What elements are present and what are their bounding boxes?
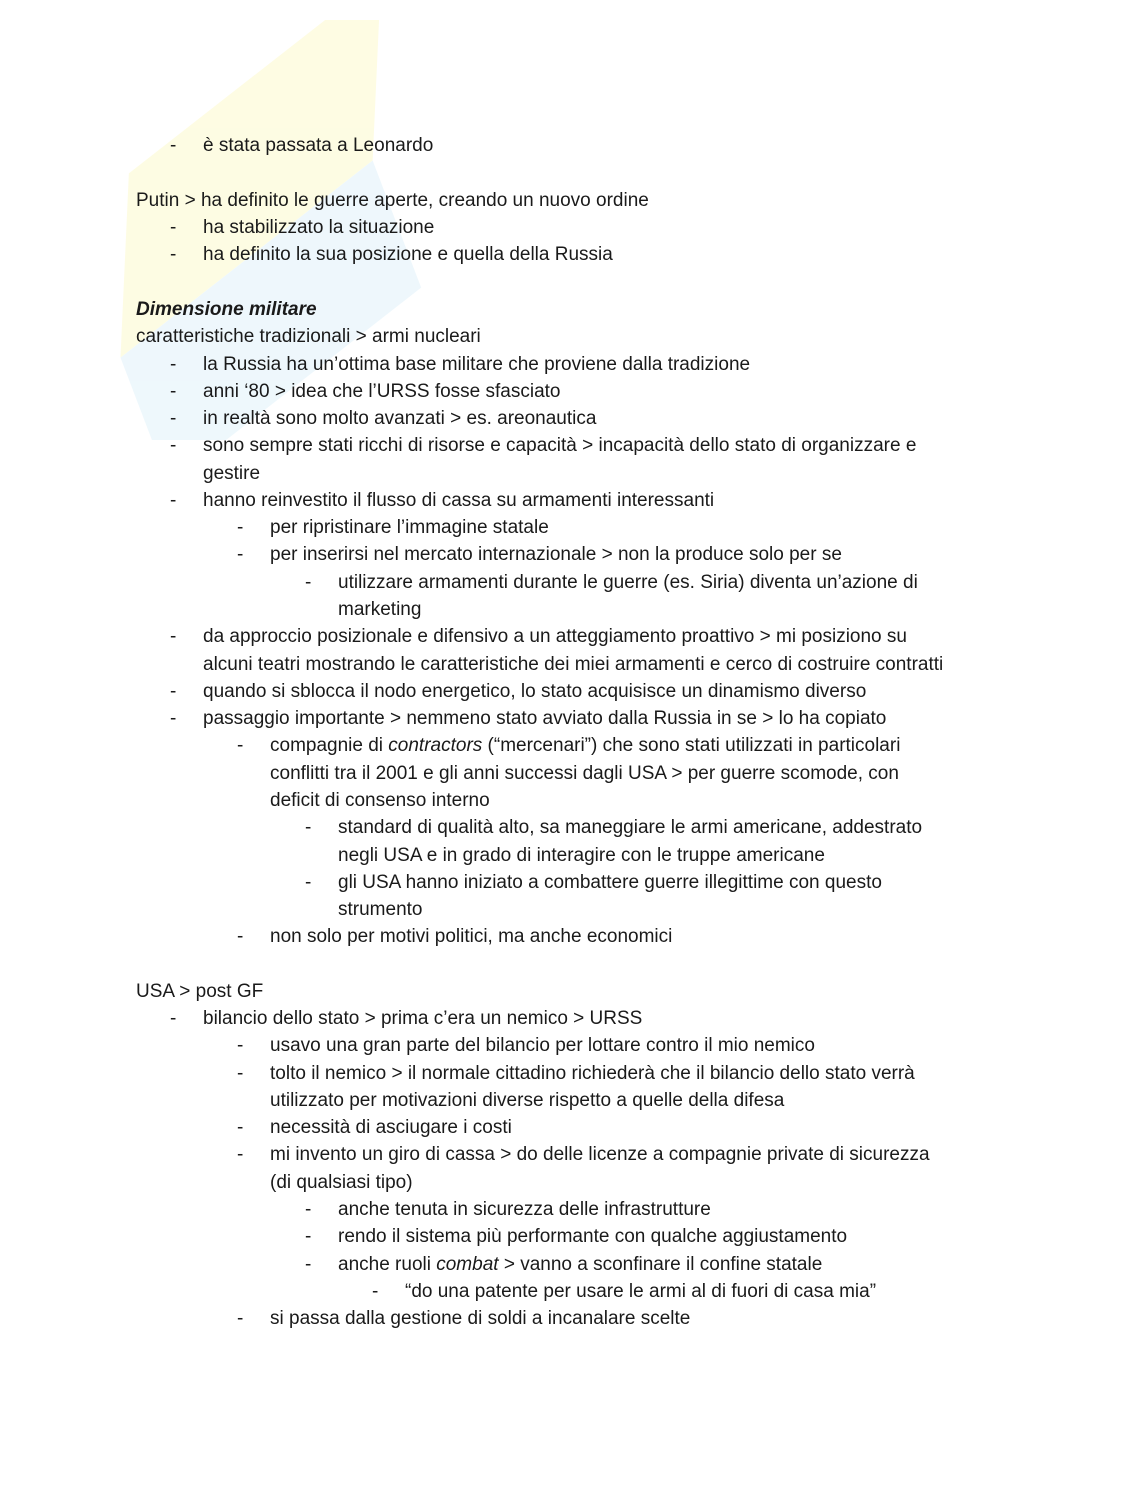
list-item: usavo una gran parte del bilancio per lottare contro il mio nemico	[270, 1035, 815, 1056]
list-dash: -	[170, 490, 177, 511]
list-dash: -	[170, 244, 177, 265]
list-item-continuation: conflitti tra il 2001 e gli anni successi dagli USA > per guerre scomode, con	[270, 763, 899, 784]
list-item: hanno reinvestito il flusso di cassa su armamenti interessanti	[203, 490, 715, 511]
list-dash: -	[237, 926, 244, 947]
list-item: mi invento un giro di cassa > do delle licenze a compagnie private di sicurezza	[270, 1144, 930, 1165]
list-item: necessità di asciugare i costi	[270, 1117, 512, 1138]
list-dash: -	[305, 572, 312, 593]
list-item: non solo per motivi politici, ma anche economici	[270, 926, 673, 947]
list-item: in realtà sono molto avanzati > es. areonautica	[203, 408, 597, 429]
list-dash: -	[305, 1226, 312, 1247]
paragraph-heading-putin: Putin > ha definito le guerre aperte, creando un nuovo ordine	[136, 190, 649, 211]
list-dash: -	[237, 1117, 244, 1138]
list-item: passaggio importante > nemmeno stato avviato dalla Russia in se > lo ha copiato	[203, 708, 887, 729]
list-item: per inserirsi nel mercato internazionale > non la produce solo per se	[270, 544, 842, 565]
list-dash: -	[170, 681, 177, 702]
list-dash: -	[170, 708, 177, 729]
list-dash: -	[372, 1281, 379, 1302]
list-item-continuation: alcuni teatri mostrando le caratteristiche dei miei armamenti e cerco di costruire contratti	[203, 654, 944, 675]
list-dash: -	[237, 1308, 244, 1329]
section-title: Dimensione militare	[136, 299, 317, 320]
italic-term: contractors	[388, 735, 483, 756]
list-dash: -	[305, 872, 312, 893]
list-item: rendo il sistema più performante con qualche aggiustamento	[338, 1226, 848, 1247]
list-dash: -	[170, 626, 177, 647]
list-dash: -	[305, 1254, 312, 1275]
list-dash: -	[170, 435, 177, 456]
list-item-continuation: marketing	[338, 599, 422, 620]
list-dash: -	[170, 135, 177, 156]
list-item: bilancio dello stato > prima c’era un nemico > URSS	[203, 1008, 643, 1029]
list-item: da approccio posizionale e difensivo a un atteggiamento proattivo > mi posiziono su	[203, 626, 907, 647]
text-run: (“mercenari”) che sono stati utilizzati in particolari	[482, 735, 901, 756]
list-item: “do una patente per usare le armi al di fuori di casa mia”	[405, 1281, 877, 1302]
list-item: utilizzare armamenti durante le guerre (es. Siria) diventa un’azione di	[338, 572, 918, 593]
list-item: quando si sblocca il nodo energetico, lo stato acquisisce un dinamismo diverso	[203, 681, 867, 702]
list-item: anni ‘80 > idea che l’URSS fosse sfasciato	[203, 381, 561, 402]
list-dash: -	[237, 517, 244, 538]
list-item: tolto il nemico > il normale cittadino richiederà che il bilancio dello stato verrà	[270, 1063, 915, 1084]
list-item: ha definito la sua posizione e quella della Russia	[203, 244, 613, 265]
list-item: sono sempre stati ricchi di risorse e capacità > incapacità dello stato di organizzare e	[203, 435, 917, 456]
list-item: si passa dalla gestione di soldi a incanalare scelte	[270, 1308, 691, 1329]
list-dash: -	[170, 408, 177, 429]
text-run: compagnie di	[270, 735, 389, 756]
list-item: per ripristinare l’immagine statale	[270, 517, 549, 538]
list-dash: -	[170, 1008, 177, 1029]
list-item: standard di qualità alto, sa maneggiare le armi americane, addestrato	[338, 817, 923, 838]
list-dash: -	[305, 817, 312, 838]
text-run: > vanno a sconfinare il confine statale	[498, 1254, 823, 1275]
list-dash: -	[170, 381, 177, 402]
list-dash: -	[237, 1035, 244, 1056]
list-dash: -	[237, 544, 244, 565]
list-item-continuation: gestire	[203, 463, 261, 484]
list-item: gli USA hanno iniziato a combattere guerre illegittime con questo	[338, 872, 882, 893]
list-dash: -	[237, 1063, 244, 1084]
list-dash: -	[305, 1199, 312, 1220]
list-item: è stata passata a Leonardo	[203, 135, 434, 156]
list-item: anche tenuta in sicurezza delle infrastrutture	[338, 1199, 711, 1220]
list-item-continuation: utilizzato per motivazioni diverse rispetto a quelle della difesa	[270, 1090, 785, 1111]
list-dash: -	[237, 735, 244, 756]
list-dash: -	[170, 217, 177, 238]
paragraph-line: caratteristiche tradizionali > armi nucleari	[136, 326, 481, 347]
list-dash: -	[237, 1144, 244, 1165]
list-dash: -	[170, 354, 177, 375]
list-item	[338, 1251, 822, 1278]
list-item-continuation: (di qualsiasi tipo)	[270, 1172, 413, 1193]
list-item	[270, 732, 900, 759]
italic-term: combat	[436, 1254, 499, 1275]
list-item-continuation: strumento	[338, 899, 423, 920]
list-item: la Russia ha un’ottima base militare che proviene dalla tradizione	[203, 354, 751, 375]
paragraph-heading-usa: USA > post GF	[136, 981, 264, 1002]
list-item: ha stabilizzato la situazione	[203, 217, 435, 238]
list-item-continuation: deficit di consenso interno	[270, 790, 490, 811]
text-run: anche ruoli	[338, 1254, 437, 1275]
list-item-continuation: negli USA e in grado di interagire con le truppe americane	[338, 845, 825, 866]
